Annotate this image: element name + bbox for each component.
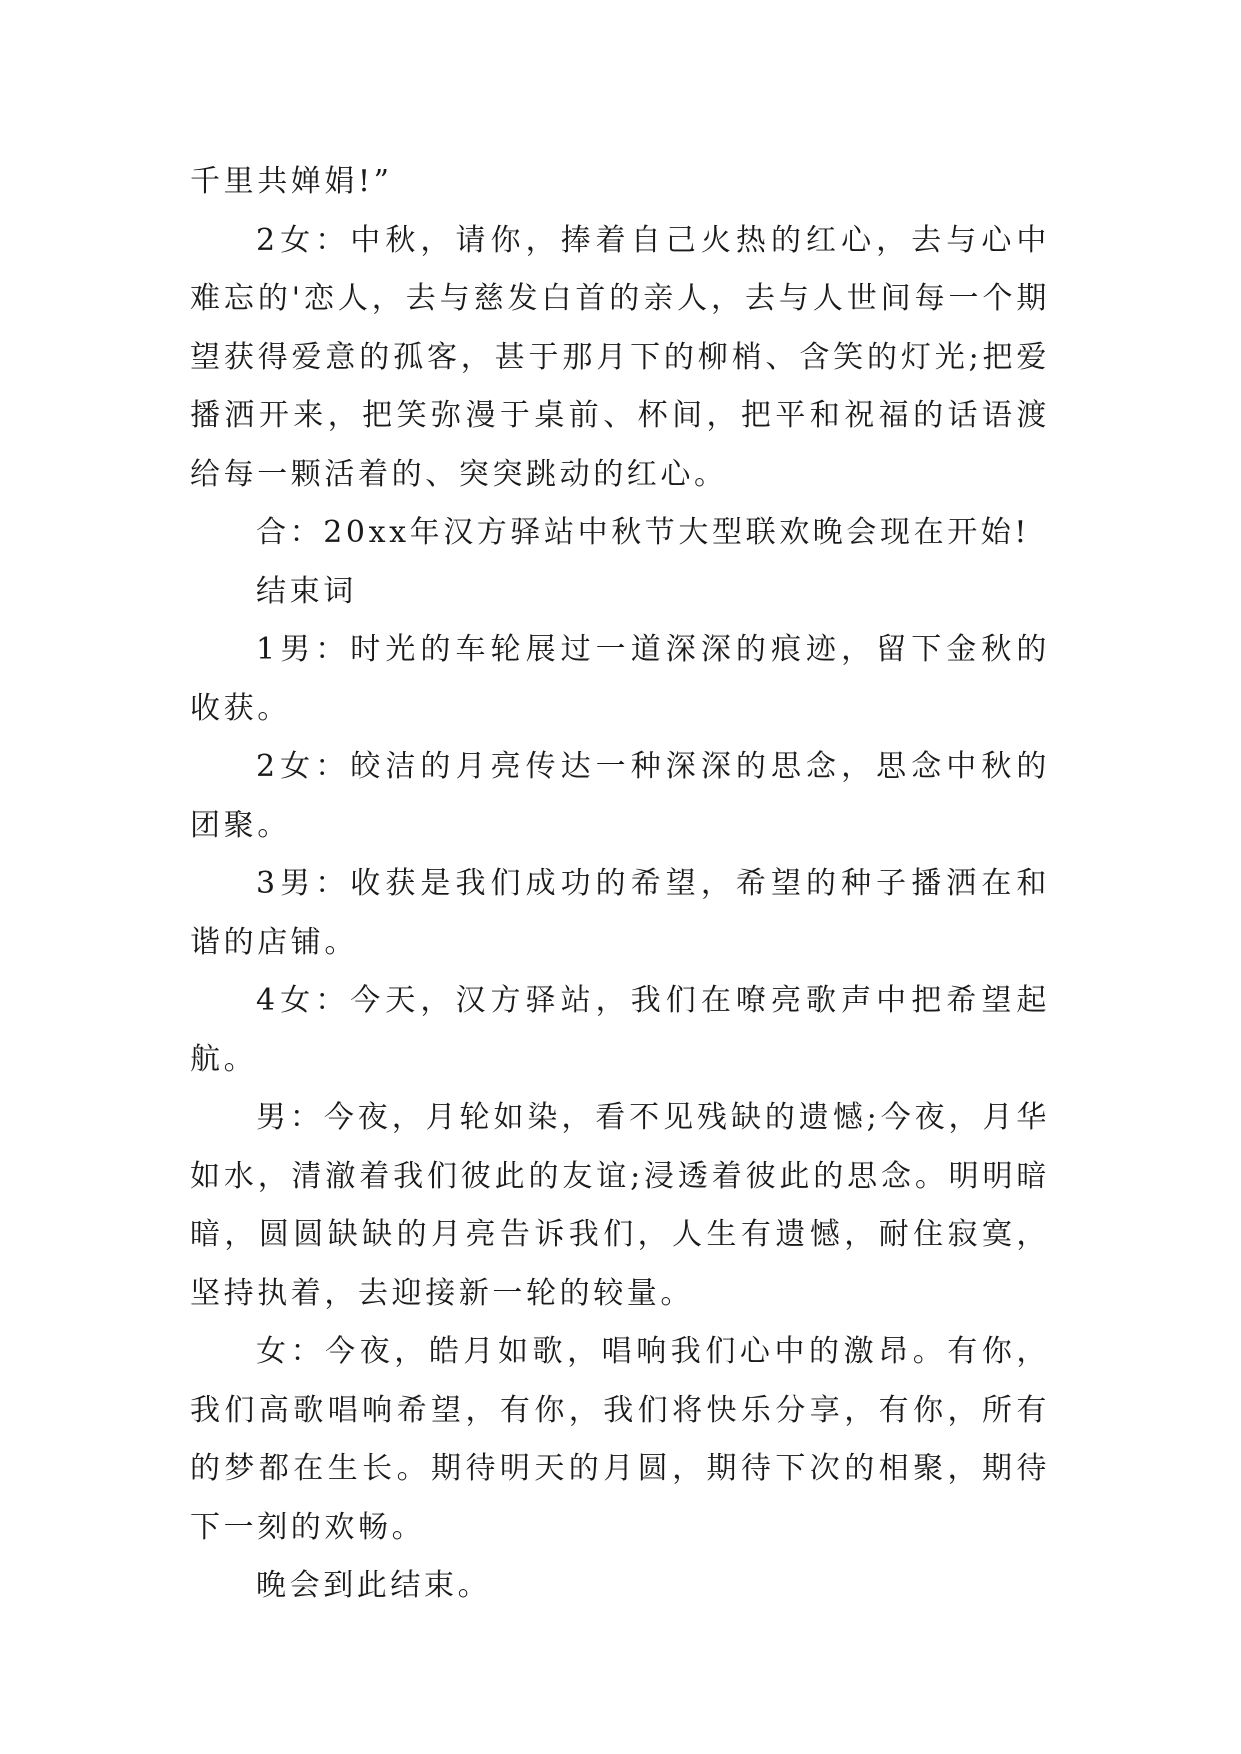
paragraph-together-opening: 合：20xx年汉方驿站中秋节大型联欢晚会现在开始!	[256, 515, 1031, 550]
paragraph-female-2: 2女：皎洁的月亮传达一种深深的思念，思念中秋的团聚。	[190, 749, 1050, 843]
paragraph-female-4: 4女：今天，汉方驿站，我们在嘹亮歌声中把希望起航。	[190, 983, 1050, 1077]
paragraph-continuation: 千里共婵娟!”	[190, 164, 393, 199]
paragraph-male-1: 1男：时光的车轮展过一道深深的痕迹，留下金秋的收获。	[190, 632, 1050, 726]
paragraph-female-2-opening: 2女：中秋，请你，捧着自己火热的红心，去与心中难忘的'恋人，去与慈发白首的亲人，去与人世间每一个期望获得爱意的孤客，甚于那月下的柳梢、含笑的灯光;把爱播洒开来，把笑弥漫于桌前、杯间，把平和祝福的话语渡给每一颗活着的、突突跳动的红心。	[190, 222, 1050, 492]
section-heading-closing: 结束词	[256, 573, 357, 609]
paragraph-ending: 晚会到此结束。	[256, 1568, 492, 1603]
paragraph-male: 男：今夜，月轮如染，看不见残缺的遗憾;今夜，月华如水，清澈着我们彼此的友谊;浸透着彼此的思念。明明暗暗，圆圆缺缺的月亮告诉我们，人生有遗憾，耐住寂寞，坚持执着，去迎接新一轮的较量。	[190, 1100, 1050, 1311]
paragraph-male-3: 3男：收获是我们成功的希望，希望的种子播洒在和谐的店铺。	[190, 866, 1050, 960]
document-body	[190, 153, 1050, 1616]
paragraph-female: 女：今夜，皓月如歌，唱响我们心中的激昂。有你，我们高歌唱响希望，有你，我们将快乐分享，有你，所有的梦都在生长。期待明天的月圆，期待下次的相聚，期待下一刻的欢畅。	[190, 1334, 1050, 1545]
